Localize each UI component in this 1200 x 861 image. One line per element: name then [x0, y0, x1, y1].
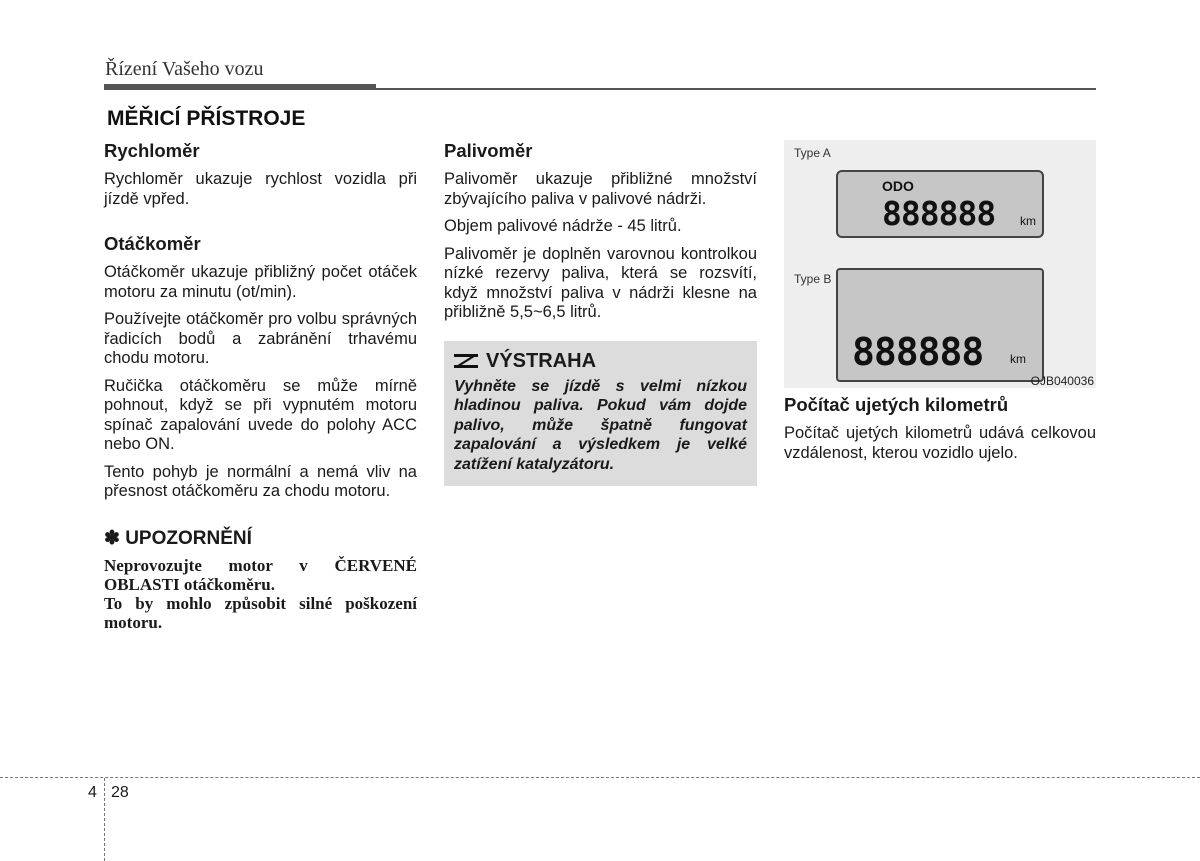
odometer-heading: Počítač ujetých kilometrů — [784, 394, 1009, 415]
speedometer-heading: Rychloměr — [104, 140, 200, 161]
caution-heading: ✽ UPOZORNĚNÍ — [104, 527, 252, 549]
lcd-display-type-b — [836, 268, 1044, 382]
tachometer-text-1: Otáčkoměr ukazuje přibližný počet otáček motoru za minutu (ot/min). — [104, 263, 417, 301]
caution-text-1: Neprovozujte motor v ČERVENÉ OBLASTI otáčkoměru. — [104, 555, 417, 594]
tachometer-text-4: Tento pohyb je normální a nemá vliv na přesnost otáčkoměru za chodu motoru. — [104, 462, 417, 500]
tachometer-heading: Otáčkoměr — [104, 233, 201, 254]
section-title: MĚŘICÍ PŘÍSTROJE — [107, 107, 306, 130]
lcd-digits-a: 888888 — [882, 194, 996, 233]
warning-slash-icon — [454, 353, 478, 369]
caution-text-2: To by mohlo způsobit silné poškození motoru. — [104, 593, 417, 632]
type-b-label: Type B — [794, 272, 832, 286]
column-left — [104, 140, 417, 632]
chapter-header: Řízení Vašeho vozu — [105, 58, 264, 80]
footer-divider — [0, 777, 1200, 778]
km-label-b: km — [1010, 352, 1026, 366]
chapter-number: 4 — [88, 784, 97, 801]
footer-margin-line — [104, 778, 105, 861]
page-number: 28 — [111, 784, 129, 801]
speedometer-text: Rychloměr ukazuje rychlost vozidla při jízdě vpřed. — [104, 170, 417, 208]
header-rule-thick — [104, 84, 376, 90]
odo-label: ODO — [882, 178, 914, 194]
column-middle — [444, 140, 757, 486]
warning-title: VÝSTRAHA — [486, 349, 597, 372]
fuel-gauge-text-3: Palivoměr je doplněn varovnou kontrolkou nízké rezervy paliva, která se rozsvítí, když množství paliva v nádrži klesne na přibližně 5,5~6,5 litrů. — [444, 244, 757, 321]
lcd-display-type-a — [836, 170, 1044, 238]
tachometer-text-3: Ručička otáčkoměru se může mírně pohnout, když se při vypnutém motoru spínač zapalování uvede do polohy ACC nebo ON. — [104, 376, 417, 453]
odometer-text: Počítač ujetých kilometrů udává celkovou vzdálenost, kterou vozidlo ujelo. — [784, 424, 1096, 462]
warning-heading — [454, 349, 747, 373]
fuel-gauge-heading: Palivoměr — [444, 140, 533, 161]
lcd-digits-b: 888888 — [852, 330, 984, 374]
odometer-figure — [784, 140, 1096, 388]
warning-box — [444, 341, 757, 487]
fuel-gauge-text-1: Palivoměr ukazuje přibližné množství zbývajícího paliva v palivové nádrži. — [444, 170, 757, 208]
km-label-a: km — [1020, 214, 1036, 228]
fuel-gauge-text-2: Objem palivové nádrže - 45 litrů. — [444, 217, 682, 235]
warning-text: Vyhněte se jízdě s velmi nízkou hladinou paliva. Pokud vám dojde palivo, může špatně fungovat zapalování a výsledkem je velké zatížení katalyzátoru. — [454, 377, 747, 473]
column-right — [784, 140, 1096, 463]
header-rule-thin — [376, 88, 1096, 90]
figure-code: OJB040036 — [1030, 374, 1094, 388]
tachometer-text-2: Používejte otáčkoměr pro volbu správných řadicích bodů a zabránění trhavému chodu motoru. — [104, 310, 417, 367]
type-a-label: Type A — [794, 146, 831, 160]
